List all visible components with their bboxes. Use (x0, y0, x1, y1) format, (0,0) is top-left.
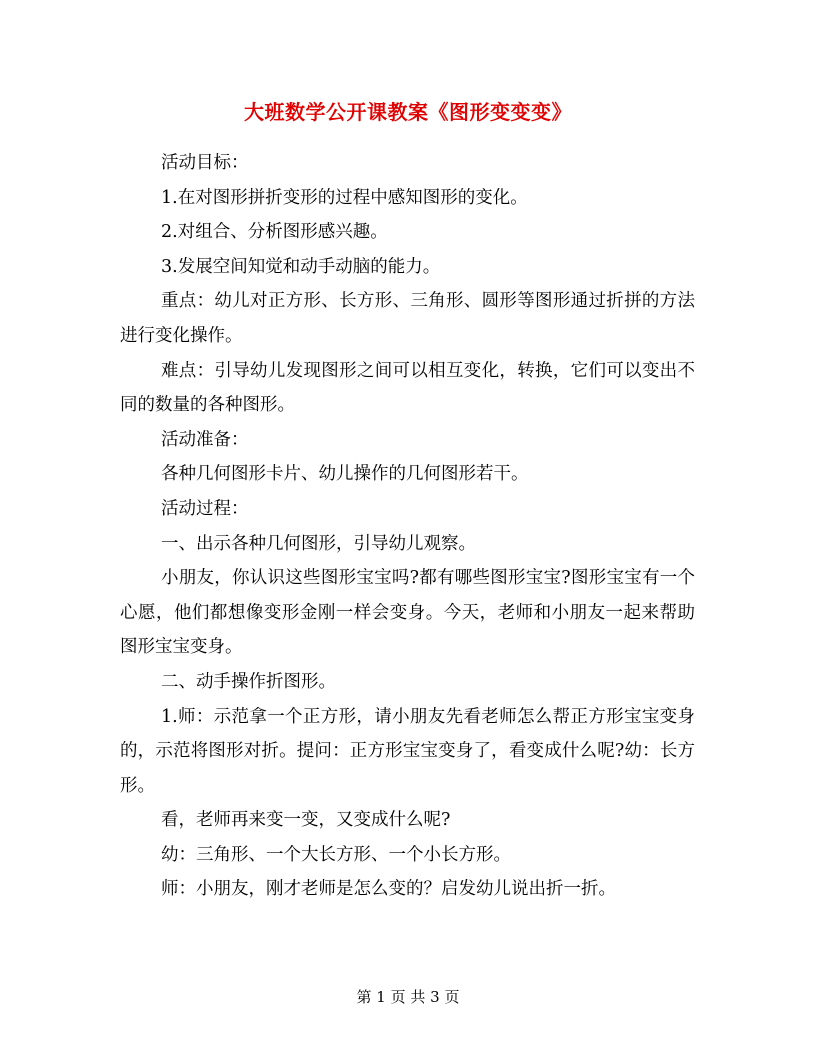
paragraph-step-2-heading: 二、动手操作折图形。 (161, 671, 336, 692)
paragraph-step-1-text: 小朋友，你认识这些图形宝宝吗?都有哪些图形宝宝?图形宝宝有一个心愿，他们都想像变形金刚一样会变身。今天，老师和小朋友一起来帮助图形宝宝变身。 (120, 568, 695, 658)
paragraph-activity-goals-heading: 活动目标： (161, 153, 249, 173)
paragraph-step-2-prompt: 师：小朋友，刚才老师是怎么变的？启发幼儿说出折一折。 (161, 879, 616, 900)
paragraph-step-2-answer: 幼：三角形、一个大长方形、一个小长方形。 (161, 844, 511, 865)
paragraph-goal-2: 2.对组合、分析图形感兴趣。 (161, 222, 388, 243)
document-title: 大班数学公开课教案《图形变变变》 (244, 100, 572, 124)
paragraph-goal-1: 1.在对图形拼折变形的过程中感知图形的变化。 (161, 187, 528, 208)
paragraph-process-heading: 活动过程： (161, 498, 249, 519)
paragraph-difficulty: 难点：引导幼儿发现图形之间可以相互变化，转换，它们可以变出不同的数量的各种图形。 (120, 360, 695, 416)
paragraph-preparation: 各种几何图形卡片、幼儿操作的几何图形若干。 (161, 464, 529, 485)
paragraph-step-2-demo: 1.师：示范拿一个正方形，请小朋友先看老师怎么帮正方形宝宝变身的，示范将图形对折。提问：正方形宝宝变身了，看变成什么呢?幼：长方形。 (120, 706, 695, 796)
paragraph-key-point: 重点：幼儿对正方形、长方形、三角形、圆形等图形通过折拼的方法进行变化操作。 (120, 291, 695, 346)
paragraph-step-1-heading: 一、出示各种几何图形，引导幼儿观察。 (161, 533, 476, 554)
page-footer: 第 1 页 共 3 页 (356, 988, 460, 1006)
paragraph-goal-3: 3.发展空间知觉和动手动脑的能力。 (161, 256, 441, 277)
document-body (120, 146, 695, 907)
paragraph-step-2-question: 看，老师再来变一变，又变成什么呢? (161, 810, 451, 831)
paragraph-preparation-heading: 活动准备： (161, 429, 249, 450)
